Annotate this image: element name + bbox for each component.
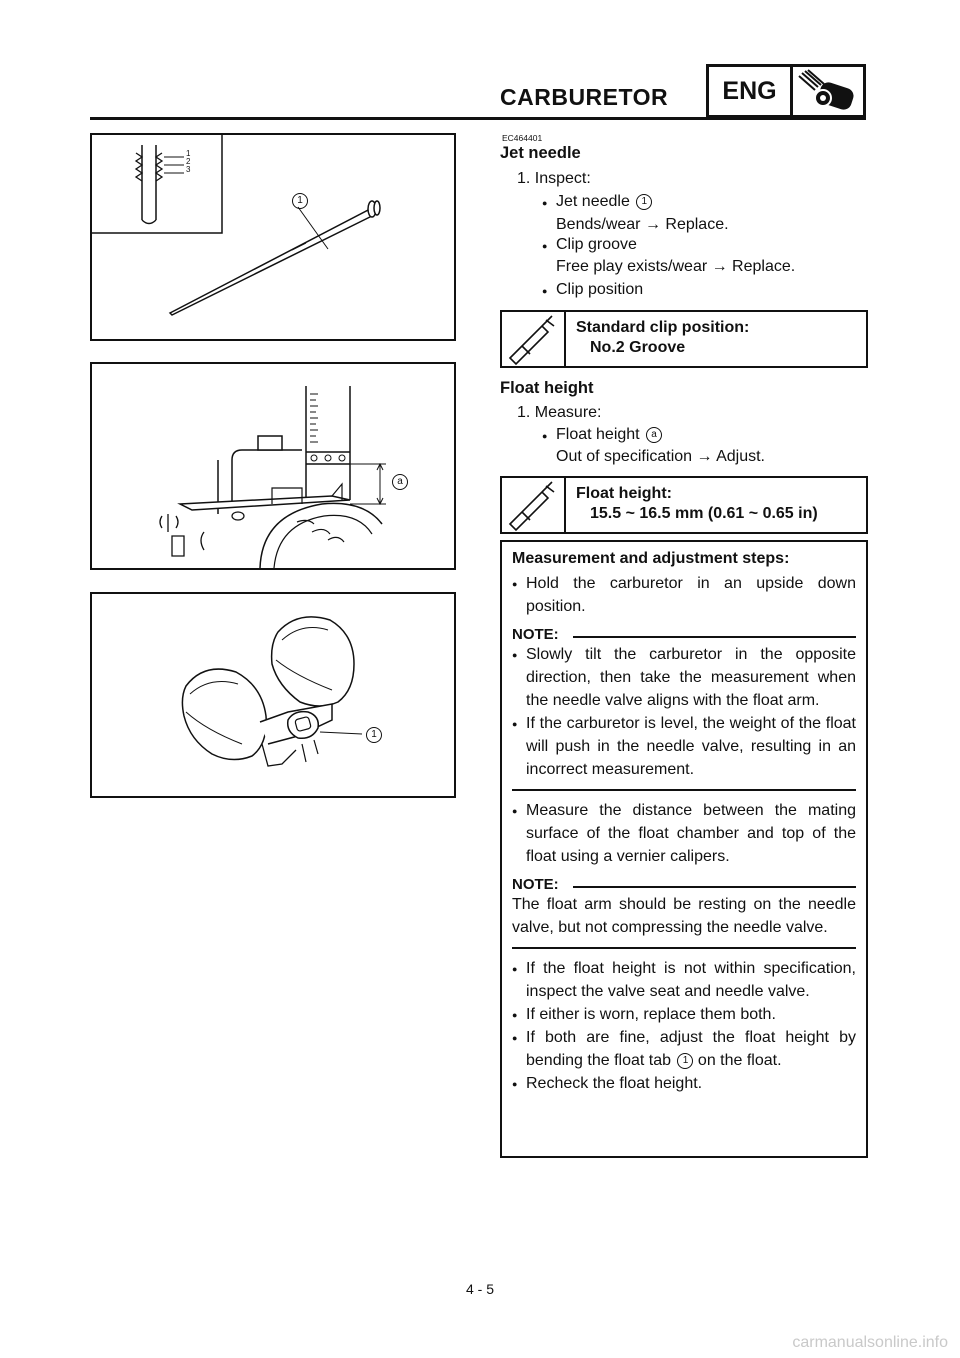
section-tag: ENG <box>709 67 793 115</box>
engine-wrench-icon <box>793 67 863 115</box>
spec-box-float-height <box>500 476 868 534</box>
item-detail: Bends/wear → Replace. <box>556 216 729 233</box>
float-height-item <box>556 424 662 446</box>
caliper-icon <box>502 478 566 532</box>
float-height-drawing <box>92 364 454 568</box>
note-header <box>512 876 856 893</box>
note-rule <box>512 947 856 949</box>
float-tab-drawing <box>92 594 454 796</box>
clip-groove-item: ● Clip groove <box>556 234 637 256</box>
groove-label: 1 <box>186 149 191 158</box>
groove-label: 2 <box>186 157 191 166</box>
step-item: ● Recheck the float height. <box>512 1072 856 1095</box>
step-item: ● Measure the distance between the mating surface of the float chamber and top of the float using a vernier calipers. <box>512 799 856 868</box>
item-label: Jet needle <box>556 193 630 210</box>
step-item: ● Hold the carburetor in an upside down position. <box>512 572 856 618</box>
watermark: carmanualsonline.info <box>792 1334 948 1351</box>
figure-jet-needle <box>90 133 456 341</box>
caliper-icon <box>502 312 566 366</box>
step-text: on the float. <box>697 1052 782 1069</box>
note-item: ● If the carburetor is level, the weight of the float will push in the needle valve, resulting in an incorrect measurement. <box>512 712 856 781</box>
step-text: If both are fine, adjust the float height by bending the float tab <box>526 1029 856 1069</box>
step-item: ● If either is worn, replace them both. <box>512 1003 856 1026</box>
callout-marker: 1 <box>292 193 308 209</box>
note-header <box>512 626 856 643</box>
figure-float-height <box>90 362 456 570</box>
callout-marker: a <box>392 474 408 490</box>
item-detail: Out of specification → Adjust. <box>556 448 765 465</box>
jet-needle-step: 1. Inspect: <box>517 170 591 187</box>
float-height-heading: Float height <box>500 379 594 397</box>
spec-label: Float height: <box>576 485 672 502</box>
step-item <box>512 1026 856 1072</box>
figure-float-tab <box>90 592 456 798</box>
page-number: 4 - 5 <box>465 1281 494 1297</box>
section-tag-box <box>706 64 866 118</box>
callout-marker: 1 <box>636 194 652 210</box>
note-rule <box>512 789 856 791</box>
groove-label: 3 <box>186 165 191 174</box>
callout-marker: 1 <box>366 727 382 743</box>
section-title: CARBURETOR <box>500 84 669 110</box>
section-code: EC464401 <box>502 133 543 143</box>
spec-label: Standard clip position: <box>576 319 750 336</box>
jet-needle-item <box>556 191 652 213</box>
steps-title: Measurement and adjustment steps: <box>512 550 790 567</box>
step-item: ● If the float height is not within specification, inspect the valve seat and needle valve. <box>512 957 856 1003</box>
item-label: Float height <box>556 426 640 443</box>
jet-needle-heading: Jet needle <box>500 144 581 162</box>
spec-value: No.2 Groove <box>590 339 686 356</box>
float-height-step: 1. Measure: <box>517 404 602 421</box>
callout-marker: a <box>646 427 662 443</box>
note-text: The float arm should be resting on the needle valve, but not compressing the needle valve. <box>512 896 856 936</box>
item-detail: Free play exists/wear → Replace. <box>556 258 796 275</box>
callout-marker: 1 <box>677 1053 693 1069</box>
note-item: ● Slowly tilt the carburetor in the opposite direction, then take the measurement when the needle valve aligns with the float arm. <box>512 643 856 712</box>
note-label: NOTE: <box>512 876 559 893</box>
spec-box-clip-position <box>500 310 868 368</box>
clip-position-item: ● Clip position <box>556 279 643 301</box>
adjustment-steps-box <box>500 540 868 1158</box>
jet-needle-drawing <box>92 135 454 339</box>
note-label: NOTE: <box>512 626 559 643</box>
spec-value: 15.5 ~ 16.5 mm (0.61 ~ 0.65 in) <box>590 505 818 522</box>
header-rule <box>90 117 866 120</box>
